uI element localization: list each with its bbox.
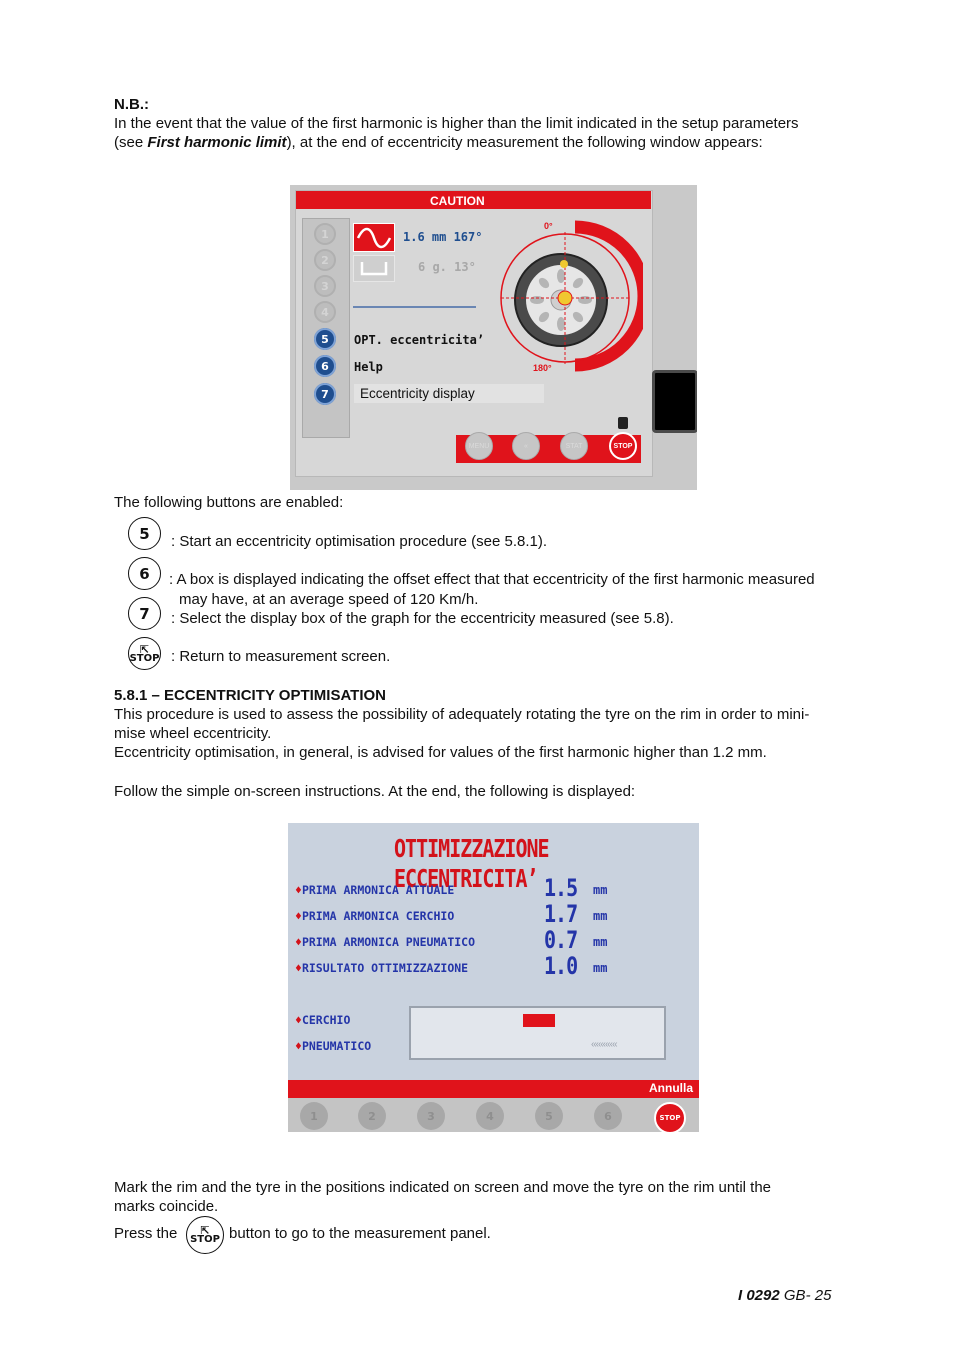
bullet-icon: ♦ xyxy=(295,1039,302,1053)
menu-number-6: 6 xyxy=(314,355,336,377)
weight-icon xyxy=(353,255,395,282)
unit-cerchio: mm xyxy=(593,909,608,923)
row-prima-armonica-cerchio xyxy=(295,909,454,923)
unit-risultato: mm xyxy=(593,961,608,975)
softkey-6[interactable]: 6 xyxy=(594,1102,622,1130)
weight-value: 6 g. 13° xyxy=(418,260,476,274)
nb-line-1: In the event that the value of the first harmonic is higher than the limit indicated in the setup parameters xyxy=(114,115,799,132)
row-label: PRIMA ARMONICA ATTUALE xyxy=(301,883,455,897)
rim-tyre-position-panel xyxy=(409,1006,666,1060)
wheel-eccentricity-graphic xyxy=(495,218,643,378)
angle-180-label: 180° xyxy=(533,363,552,373)
softkey-stop-label: STOP xyxy=(659,1114,681,1122)
menu-item-opt-eccentricita[interactable]: OPT. eccentricita’ xyxy=(354,333,485,347)
bullet-icon: ♦ xyxy=(295,961,302,975)
stop-button-inline-label: STOP xyxy=(190,1234,220,1245)
button-6-description: : A box is displayed indicating the offset effect that that eccentricity of the first harmonic measured xyxy=(169,571,815,588)
bullet-icon: ♦ xyxy=(295,909,302,923)
label-pneumatico xyxy=(295,1039,371,1053)
menu-number-3: 3 xyxy=(314,275,336,297)
row-risultato-ottimizzazione xyxy=(295,961,468,975)
harmonic-value: 1.6 mm 167° xyxy=(403,230,483,244)
bullet-icon: ♦ xyxy=(295,883,302,897)
row-label: RISULTATO OTTIMIZZAZIONE xyxy=(301,961,469,975)
sine-wave-icon xyxy=(353,223,395,252)
nb-heading: N.B.: xyxy=(114,96,149,113)
row-prima-armonica-pneumatico xyxy=(295,935,475,949)
row-label: PRIMA ARMONICA PNEUMATICO xyxy=(301,935,476,949)
softkey-3[interactable]: 3 xyxy=(417,1102,445,1130)
bullet-icon: ♦ xyxy=(295,935,302,949)
bullet-icon: ♦ xyxy=(295,1013,302,1027)
optimisation-title: OTTIMIZZAZIONE ECCENTRICITA’ xyxy=(394,833,549,893)
stop-arrow-icon: ⇱ xyxy=(139,642,150,656)
caution-title: CAUTION xyxy=(420,193,525,209)
value-risultato: 1.0 xyxy=(544,951,578,980)
value-attuale: 1.5 xyxy=(544,873,578,902)
rim-marker xyxy=(523,1014,555,1027)
divider-line xyxy=(353,306,476,308)
first-harmonic-limit-ref: First harmonic limit xyxy=(147,134,287,151)
footer-code: I 0292 xyxy=(738,1287,780,1304)
section-p1-cont: mise wheel eccentricity. xyxy=(114,725,272,742)
side-display-panel xyxy=(652,370,697,433)
value-cerchio: 1.7 xyxy=(544,899,578,928)
closing-press-post: button to go to the measurement panel. xyxy=(229,1225,491,1242)
section-p1: This procedure is used to assess the possibility of adequately rotating the tyre on the rim in order to mini- xyxy=(114,706,810,723)
annulla-label[interactable]: Annulla xyxy=(649,1081,693,1095)
button-5-description: : Start an eccentricity optimisation procedure (see 5.8.1). xyxy=(171,533,548,550)
stat-softkey[interactable]: STAT xyxy=(560,432,588,460)
footer-page: GB- 25 xyxy=(783,1287,832,1304)
value-pneumatico: 0.7 xyxy=(544,925,578,954)
softkey-2[interactable]: 2 xyxy=(358,1102,386,1130)
closing-p1-cont: marks coincide. xyxy=(114,1198,219,1215)
buttons-intro: The following buttons are enabled: xyxy=(114,494,344,511)
softkey-1[interactable]: 1 xyxy=(300,1102,328,1130)
section-p3: Follow the simple on-screen instructions. At the end, the following is displayed: xyxy=(114,783,636,800)
stop-softkey[interactable] xyxy=(609,432,637,460)
stop-button-icon xyxy=(128,637,161,670)
menu-number-1: 1 xyxy=(314,223,336,245)
menu-number-7: 7 xyxy=(314,383,336,405)
pneumatico-text: PNEUMATICO xyxy=(301,1039,372,1053)
back-softkey[interactable]: « xyxy=(512,432,540,460)
closing-p1: Mark the rim and the tyre in the positions indicated on screen and move the tyre on the rim until the xyxy=(114,1179,772,1196)
label-cerchio xyxy=(295,1013,350,1027)
closing-press-pre: Press the xyxy=(114,1225,178,1242)
cerchio-text: CERCHIO xyxy=(301,1013,351,1027)
softkey-5[interactable]: 5 xyxy=(535,1102,563,1130)
button-6-icon: 6 xyxy=(128,557,161,590)
nb-line-2 xyxy=(114,133,874,152)
angle-0-label: 0° xyxy=(544,221,553,231)
row-label: PRIMA ARMONICA CERCHIO xyxy=(301,909,455,923)
tyre-arrows: ‹‹‹‹‹‹‹‹‹‹‹ xyxy=(591,1039,617,1050)
button-5-icon: 5 xyxy=(128,517,161,550)
section-p2: Eccentricity optimisation, in general, is advised for values of the first harmonic higher than 1.2 mm. xyxy=(114,744,767,761)
nb-line-2-post: ), at the end of eccentricity measurement the following window appears: xyxy=(286,134,763,151)
button-7-icon: 7 xyxy=(128,597,161,630)
unit-attuale: mm xyxy=(593,883,608,897)
softkey-4[interactable]: 4 xyxy=(476,1102,504,1130)
stop-button-description: : Return to measurement screen. xyxy=(171,648,391,665)
row-prima-armonica-attuale xyxy=(295,883,454,897)
menu-number-4: 4 xyxy=(314,301,336,323)
menu-item-eccentricity-display: Eccentricity display xyxy=(360,386,475,401)
menu-number-2: 2 xyxy=(314,249,336,271)
stop-button-inline-icon xyxy=(186,1216,224,1254)
nb-line-2-pre: (see xyxy=(114,134,148,151)
stop-softkey-label: STOP xyxy=(613,442,633,450)
menu-item-help[interactable]: Help xyxy=(354,360,383,374)
menu-softkey[interactable]: MENU xyxy=(465,432,493,460)
optimisation-screen-screenshot xyxy=(288,823,699,1132)
screen2-red-bar xyxy=(288,1080,699,1098)
stop-button-label: STOP xyxy=(129,652,160,664)
page-footer xyxy=(738,1287,831,1304)
softkey-stop[interactable] xyxy=(654,1102,686,1132)
stop-arrow-icon: ⇱ xyxy=(200,1224,210,1237)
unit-pneumatico: mm xyxy=(593,935,608,949)
caution-window-screenshot xyxy=(290,185,697,490)
small-g-icon xyxy=(618,417,628,429)
eccentricity-display-box[interactable] xyxy=(354,384,544,403)
menu-number-5: 5 xyxy=(314,328,336,350)
button-6-description-cont: may have, at an average speed of 120 Km/h. xyxy=(179,591,479,608)
section-heading: 5.8.1 – ECCENTRICITY OPTIMISATION xyxy=(114,687,386,704)
button-7-description: : Select the display box of the graph for the eccentricity measured (see 5.8). xyxy=(171,610,674,627)
